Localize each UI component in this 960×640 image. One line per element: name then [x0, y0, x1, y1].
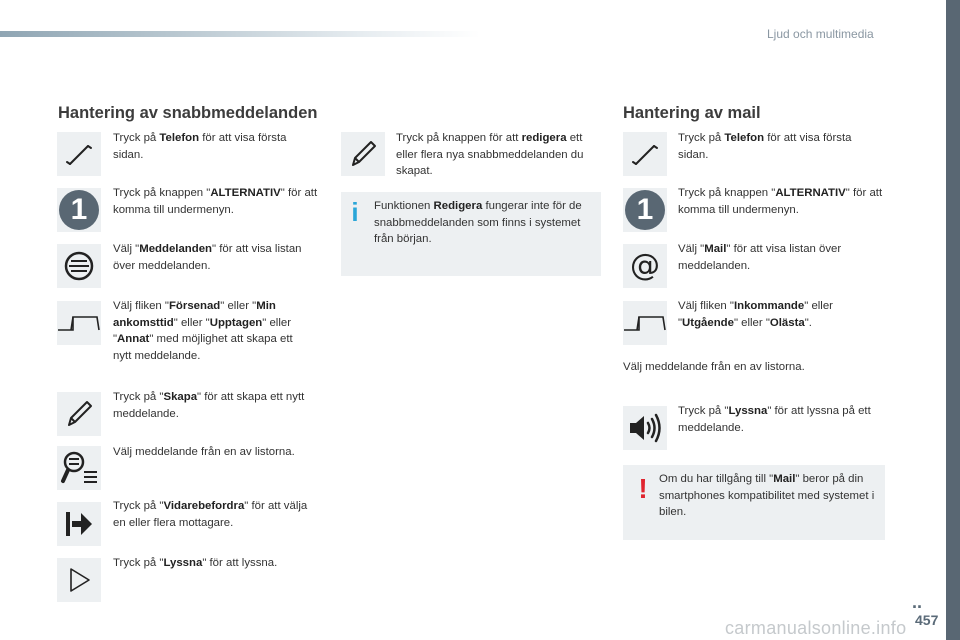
watermark: carmanualsonline.info [725, 618, 907, 638]
step-1-icon [623, 188, 667, 232]
info-note-text: Funktionen Redigera fungerar inte för de snabbmeddelanden som finns i systemet från början. [374, 200, 582, 245]
forward-icon [57, 502, 101, 546]
step-number: 1 [625, 190, 665, 230]
message-list-icon [57, 244, 101, 288]
right-section-title: Hantering av mail [623, 104, 761, 122]
pencil-icon [57, 392, 101, 436]
page-dots: .. [912, 592, 923, 612]
section-header: Ljud och multimedia [767, 27, 874, 41]
left-step-5-text: Tryck på "Skapa" för att skapa ett nytt meddelande. [113, 391, 305, 420]
phone-icon [623, 132, 667, 176]
left-step-6-text: Välj meddelande från en av listorna. [113, 446, 295, 458]
play-icon [57, 558, 101, 602]
info-note [341, 192, 601, 276]
left-step-7-text: Tryck på "Vidarebefordra" för att välja en eller flera mottagare. [113, 500, 308, 529]
select-list-icon [57, 446, 101, 490]
phone-icon [57, 132, 101, 176]
right-step-1-text: Tryck på Telefon för att visa första sidan. [678, 132, 852, 161]
step-number: 1 [59, 190, 99, 230]
left-step-1-text: Tryck på Telefon för att visa första sidan. [113, 132, 287, 161]
warning-note-text: Om du har tillgång till "Mail" beror på din smartphones kompatibilitet med systemet i bilen. [659, 473, 875, 518]
header-gradient-bar [0, 31, 480, 37]
left-step-8-text: Tryck på "Lyssna" för att lyssna. [113, 557, 278, 569]
chapter-side-tab [946, 0, 960, 640]
right-step-2-text: Tryck på knappen "ALTERNATIV" för att komma till undermenyn. [678, 187, 883, 216]
step-1-icon [57, 188, 101, 232]
tab-icon [57, 301, 101, 345]
left-step-3-text: Välj "Meddelanden" för att visa listan över meddelanden. [113, 243, 302, 272]
left-section-title: Hantering av snabbmeddelanden [58, 104, 318, 122]
page-number: 457 [915, 612, 939, 628]
mail-at-icon [623, 244, 667, 288]
info-icon: i [351, 197, 359, 227]
at-symbol: @ [630, 248, 660, 283]
warning-icon: ! [638, 473, 648, 504]
speaker-icon [623, 406, 667, 450]
warning-note [623, 465, 885, 540]
right-step-3-text: Välj "Mail" för att visa listan över meddelanden. [678, 243, 842, 272]
pencil-icon [341, 132, 385, 176]
right-listen-text: Tryck på "Lyssna" för att lyssna på ett meddelande. [678, 405, 871, 434]
tab-icon [623, 301, 667, 345]
left-step-4-text: Välj fliken "Försenad" eller "Min ankomsttid" eller "Upptagen" eller "Annat" med möjlighet att skapa ett nytt meddelande. [113, 300, 293, 362]
right-step-4-text: Välj fliken "Inkommande" eller "Utgående" eller "Olästa". [678, 300, 833, 329]
right-plain-text: Välj meddelande från en av listorna. [623, 361, 805, 373]
middle-step-text: Tryck på knappen för att redigera ett eller flera nya snabbmeddelanden du skapat. [396, 132, 584, 177]
left-step-2-text: Tryck på knappen "ALTERNATIV" för att komma till undermenyn. [113, 187, 318, 216]
